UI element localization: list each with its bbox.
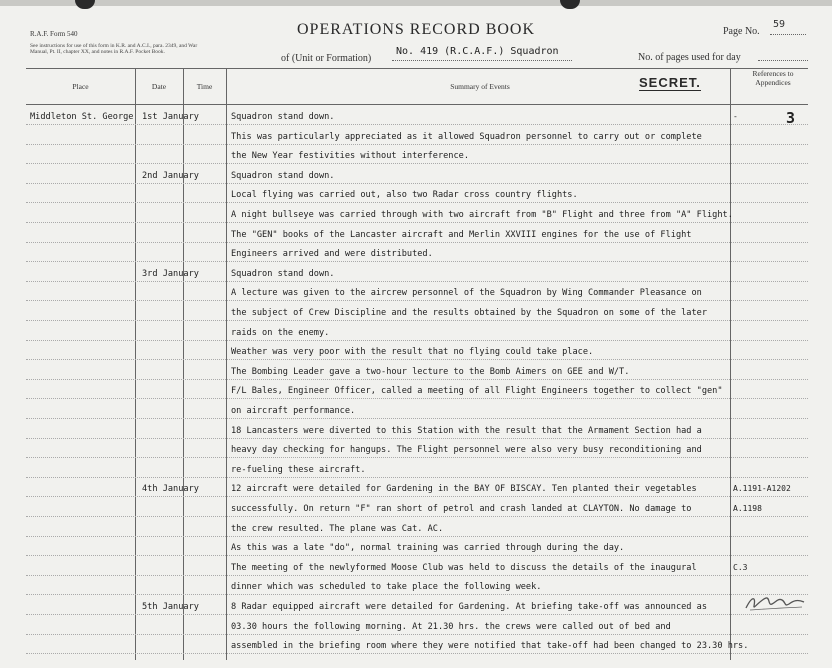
table-top-border — [26, 68, 808, 69]
row-ref: - — [733, 112, 738, 121]
row-summary: on aircraft performance. — [231, 406, 356, 416]
row-summary: This was particularly appreciated as it allowed Squadron personnel to carry out or complete — [231, 131, 702, 142]
binder-hole — [560, 0, 580, 9]
row-summary: The meeting of the newlyformed Moose Club was held to discuss the details of the inaugural — [231, 562, 697, 573]
row-summary: re-fueling these aircraft. — [231, 464, 366, 475]
row-summary: Engineers arrived and were distributed. — [231, 249, 433, 260]
secret-stamp: SECRET. — [639, 75, 701, 90]
margin-number: 3 — [786, 109, 796, 127]
row-date: 2nd January — [142, 170, 199, 181]
column-header-references: References to Appendices — [752, 69, 794, 87]
row-rule — [26, 438, 808, 439]
row-date: 3rd January — [142, 268, 199, 279]
row-summary: assembled in the briefing room where they were notified that take-off had been changed to 23.30 hrs. — [231, 641, 749, 652]
row-date: 5th January — [142, 602, 199, 612]
row-rule — [26, 634, 808, 635]
signature-icon — [742, 592, 808, 614]
row-summary: 8 Radar equipped aircraft were detailed for Gardening. At briefing take-off was announced as — [231, 602, 707, 612]
row-summary: the New Year festivities without interference. — [231, 151, 469, 162]
row-date: 1st January — [142, 112, 199, 122]
row-summary: 03.30 hours the following morning. At 21.30 hrs. the crews were called out of bed and — [231, 621, 671, 632]
unit-value: No. 419 (R.C.A.F.) Squadron — [396, 46, 559, 57]
row-summary: A lecture was given to the aircrew personnel of the Squadron by Wing Commander Pleasance on — [231, 288, 702, 299]
row-rule — [26, 124, 808, 125]
unit-underline — [392, 60, 572, 61]
row-rule — [26, 202, 808, 203]
row-summary: the subject of Crew Discipline and the results obtained by the Squadron on some of the later — [231, 308, 707, 318]
row-summary: the crew resulted. The plane was Cat. AC. — [231, 523, 444, 534]
row-rule — [26, 242, 808, 243]
unit-label: of (Unit or Formation) — [281, 53, 372, 64]
row-rule — [26, 653, 808, 654]
table-header-border — [26, 104, 808, 105]
row-summary: Local flying was carried out, also two Radar cross country flights. — [231, 190, 578, 201]
row-ref: C.3 — [733, 562, 748, 572]
row-summary: heavy day checking for hangups. The Flight personnel were also very busy reconditioning and — [231, 445, 702, 456]
pages-used-underline — [758, 60, 808, 61]
page-number-label: Page No. — [723, 26, 760, 37]
page-number-underline — [770, 34, 806, 35]
row-rule — [26, 300, 808, 301]
row-ref: A.1198 — [733, 504, 762, 513]
row-rule — [26, 398, 808, 399]
column-divider — [226, 68, 227, 660]
row-rule — [26, 222, 808, 223]
column-header-summary: Summary of Events — [450, 82, 510, 91]
row-date: 4th January — [142, 484, 199, 495]
page-title: OPERATIONS RECORD BOOK — [297, 21, 536, 38]
column-divider — [730, 68, 731, 660]
row-rule — [26, 163, 808, 164]
pages-used-label: No. of pages used for day — [638, 52, 741, 63]
row-rule — [26, 144, 808, 145]
column-header-date: Date — [151, 82, 167, 91]
column-header-time: Time — [196, 82, 213, 91]
row-summary: 18 Lancasters were diverted to this Station with the result that the Armament Section had a — [231, 425, 702, 436]
row-rule — [26, 594, 808, 595]
row-summary: Weather was very poor with the result that no flying could take place. — [231, 347, 594, 358]
row-rule — [26, 281, 808, 282]
row-summary: 12 aircraft were detailed for Gardening in the BAY OF BISCAY. Ten planted their vegetables — [231, 484, 697, 495]
row-rule — [26, 359, 808, 360]
row-summary: Squadron stand down. — [231, 170, 335, 181]
row-rule — [26, 183, 808, 184]
binder-hole — [75, 0, 95, 9]
row-rule — [26, 379, 808, 380]
form-number: R.A.F. Form 540 — [30, 30, 78, 38]
row-summary: The "GEN" books of the Lancaster aircraft and Merlin XXVIII engines for the use of Flight — [231, 229, 692, 240]
row-rule — [26, 614, 808, 615]
page-number-value: 59 — [773, 19, 786, 30]
row-rule — [26, 477, 808, 478]
row-rule — [26, 340, 808, 341]
row-rule — [26, 418, 808, 419]
row-ref: A.1191-A1202 — [733, 484, 791, 494]
row-summary: Squadron stand down. — [231, 268, 335, 279]
row-place: Middleton St. George — [30, 112, 134, 122]
row-rule — [26, 555, 808, 556]
row-summary: dinner which was scheduled to take place the following week. — [231, 582, 542, 593]
row-summary: The Bombing Leader gave a two-hour lecture to the Bomb Aimers on GEE and W/T. — [231, 366, 630, 377]
row-rule — [26, 457, 808, 458]
row-rule — [26, 516, 808, 517]
row-summary: A night bullseye was carried through with two aircraft from "B" Flight and three from "A" Flight. — [231, 210, 733, 220]
row-summary: raids on the enemy. — [231, 327, 330, 338]
page-top-edge — [0, 0, 832, 6]
row-rule — [26, 536, 808, 537]
row-rule — [26, 261, 808, 262]
column-header-place: Place — [72, 82, 89, 91]
column-divider — [183, 68, 184, 660]
form-instructions: See instructions for use of this form in K.R. and A.C.I., para. 2349, and War Manual, Pt. II, chapter XX, and notes in R.A.F. Pocket Book. — [30, 43, 198, 55]
row-summary: Squadron stand down. — [231, 112, 335, 122]
row-summary: As this was a late "do", normal training was carried through during the day. — [231, 543, 625, 554]
row-summary: successfully. On return "F" ran short of petrol and crash landed at CLAYTON. No damage to — [231, 504, 692, 514]
row-rule — [26, 496, 808, 497]
row-summary: F/L Bales, Engineer Officer, called a meeting of all Flight Engineers together to collect "gen" — [231, 386, 723, 397]
row-rule — [26, 575, 808, 576]
column-divider — [135, 68, 136, 660]
row-rule — [26, 320, 808, 321]
